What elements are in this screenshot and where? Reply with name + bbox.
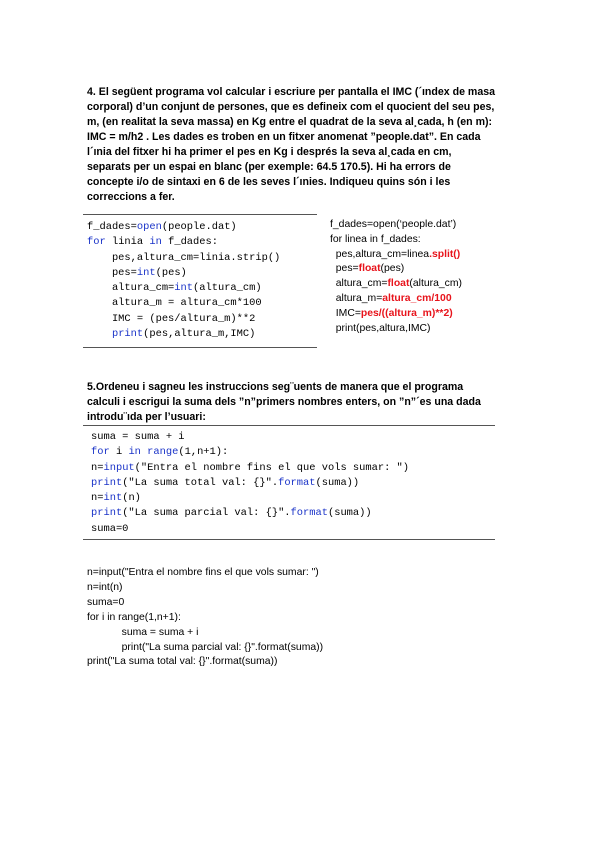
q4-line: correccions a fer. <box>87 191 175 203</box>
code-line: for linia in f_dades: <box>87 236 218 249</box>
solution-line: suma=0 <box>87 596 125 608</box>
q5-line: 5.Ordeneu i sagneu les instruccions seg¨uents de manera que el programa <box>87 381 464 393</box>
q4-line: 4. El següent programa vol calcular i escriure per pantalla el IMC (´ındex de masa <box>87 86 496 98</box>
solution-line: altura_m=altura_cm/100 <box>330 292 452 304</box>
q4-line: concepte i/o de sintaxi en 6 de les seves l´ınies. Indiqueu quins són i les <box>87 176 451 188</box>
q4-solution <box>330 218 462 336</box>
q4-line: corporal) d’un conjunt de persones, que es defineix com el quocient del seu pes, <box>87 101 495 113</box>
code-line: n=int(n) <box>91 492 141 505</box>
code-bottom-rule <box>83 539 495 540</box>
code-line: pes=int(pes) <box>87 266 187 279</box>
q4-line: separats per un espai en blanc (per exemple: 64.5 170.5). Hi ha errors de <box>87 161 451 173</box>
code-line: suma = suma + i <box>91 431 185 443</box>
q4-code-listing <box>87 220 280 342</box>
code-line: altura_m = altura_cm*100 <box>87 297 262 310</box>
solution-line: altura_cm=float(altura_cm) <box>330 278 462 290</box>
code-line: print(pes,altura_m,IMC) <box>111 328 256 341</box>
solution-line: print("La suma total val: {}".format(suma)) <box>87 656 278 668</box>
solution-line: pes,altura_cm=linea.split() <box>330 248 461 260</box>
solution-line: pes=float(pes) <box>330 263 405 275</box>
solution-line: n=input("Entra el nombre fins el que vols sumar: ") <box>87 567 319 578</box>
solution-line: print(pes,altura,IMC) <box>330 322 431 334</box>
code-line: altura_cm=int(altura_cm) <box>87 282 262 295</box>
code-line: IMC = (pes/altura_m)**2 <box>87 312 256 325</box>
code-line: pes,altura_cm=linia.strip() <box>87 251 281 264</box>
solution-line: print("La suma parcial val: {}".format(suma)) <box>87 641 324 653</box>
solution-line: for i in range(1,n+1): <box>87 611 181 623</box>
solution-line: n=int(n) <box>87 581 123 593</box>
code-top-rule <box>83 425 495 426</box>
code-line: print("La suma parcial val: {}".format(suma)) <box>91 507 372 520</box>
q5-code-listing <box>91 430 409 537</box>
q4-line: l´ınia del fitxer hi ha primer el pes en Kg i després la seva al¸cada en cm, <box>87 146 452 158</box>
q4-line: IMC = m/h2 . Les dades es troben en un fitxer anomenat ”people.dat”. En cada <box>87 131 481 143</box>
code-line: print("La suma total val: {}".format(suma)) <box>91 476 360 489</box>
solution-line: for linea in f_dades: <box>330 233 421 245</box>
q5-solution <box>87 566 323 670</box>
solution-line: IMC=pes/((altura_m)**2) <box>330 307 453 319</box>
q4-line: m, (en realitat la seva massa) en Kg entre el quadrat de la seva al¸cada, h (en m): <box>87 116 493 128</box>
solution-line: f_dades=open(‘people.dat’) <box>330 219 457 230</box>
question-5-text <box>87 380 481 425</box>
code-bottom-rule <box>83 347 317 348</box>
code-line: f_dades=open(people.dat) <box>87 221 237 233</box>
q5-line: introdu¨ıda per l’usuari: <box>87 411 206 423</box>
code-top-rule <box>83 214 317 215</box>
code-line: for i in range(1,n+1): <box>91 446 229 459</box>
code-line: n=input("Entra el nombre fins el que vols sumar: ") <box>91 461 410 474</box>
solution-line: suma = suma + i <box>87 626 199 638</box>
code-line: suma=0 <box>91 522 129 535</box>
q5-line: calculi i escrigui la suma dels ”n”primers nombres enters, on ”n”´es una dada <box>87 396 481 408</box>
question-4-text <box>87 85 517 205</box>
